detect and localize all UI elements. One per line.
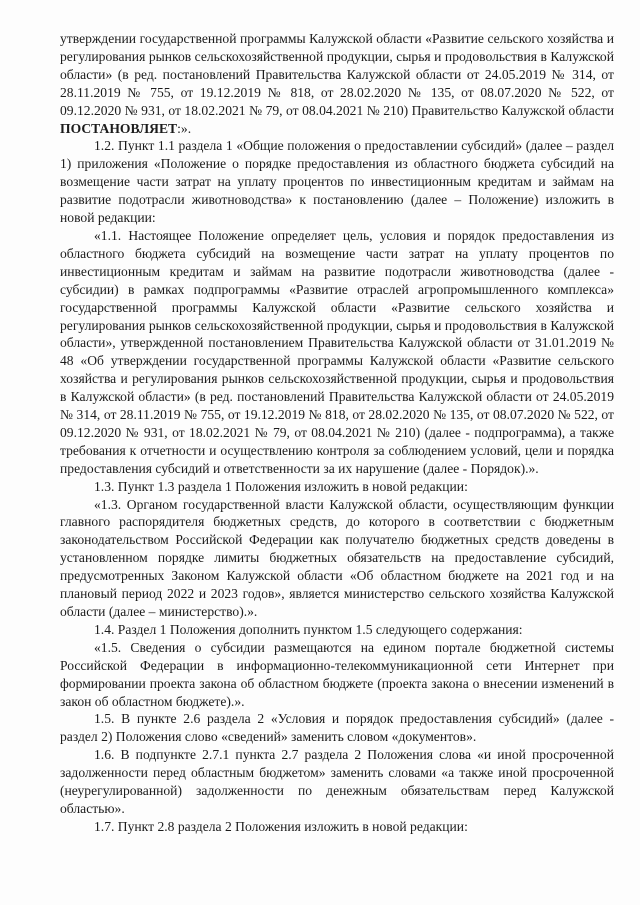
item-1-2: 1.2. Пункт 1.1 раздела 1 «Общие положения о предоставлении субсидий» (далее – раздел 1) приложения «Положение о порядке предоставления из областного бюджета субсидий на возмещение части затрат на уплату процентов по инвестиционным кредитам и займам на развитие подотрасли животноводства» к постановлению (далее – Положение) изложить в новой редакции: <box>60 138 614 226</box>
intro-paragraph <box>60 30 614 137</box>
item-1-6: 1.6. В подпункте 2.7.1 пункта 2.7 раздела 2 Положения слова «и иной просроченной задолженности перед областным бюджетом» заменить словами «а также иной просроченной (неурегулированной) задолженности по денежным обязательствам перед Калужской областью». <box>60 747 614 816</box>
new-clause-1-5: «1.5. Сведения о субсидии размещаются на едином портале бюджетной системы Российской Федерации в информационно-телекоммуникационной сети Интернет при формировании проекта закона об областном бюджете (проекта закона о внесении изменений в закон об областном бюджете).». <box>60 639 614 709</box>
item-1-3: 1.3. Пункт 1.3 раздела 1 Положения изложить в новой редакции: <box>94 478 468 494</box>
item-1-5: 1.5. В пункте 2.6 раздела 2 «Условия и порядок предоставления субсидий» (далее - раздел 2) Положения слово «сведений» заменить словом «документов». <box>60 711 614 745</box>
new-clause-1-3: «1.3. Органом государственной власти Калужской области, осуществляющим функции главного распорядителя бюджетных средств, до которого в соответствии с бюджетным законодательством Российской Федерации как получателю бюджетных средств доведены в установленном порядке лимиты бюджетных обязательств на предоставление субсидий, предусмотренных Законом Калужской области «Об областном бюджете на 2021 год и на плановый период 2022 и 2023 годов», является министерство сельского хозяйства Калужской области (далее – министерство).». <box>60 496 614 619</box>
resolution-keyword: ПОСТАНОВЛЯЕТ <box>60 120 178 136</box>
new-clause-1-1: «1.1. Настоящее Положение определяет цель, условия и порядок предоставления из областного бюджета субсидий на возмещение части затрат на уплату процентов по инвестиционным кредитам и займам на развитие подотрасли животноводства (далее - субсидии) в рамках подпрограммы «Развитие отраслей агропромышленного комплекса» государственной программы Калужской области «Развитие сельского хозяйства и регулирования рынков сельскохозяйственной продукции, сырья и продовольствия в Калужской области», утвержденной постановлением Правительства Калужской области от 31.01.2019 № 48 «Об утверждении государственной программы Калужской области «Развитие сельского хозяйства и регулирования рынков сельскохозяйственной продукции, сырья и продовольствия в Калужской области» (в ред. постановлений Правительства Калужской области от 24.05.2019 № 314, от 28.11.2019 № 755, от 19.12.2019 № 818, от 28.02.2020 № 135, от 08.07.2020 № 522, от 09.12.2020 № 931, от 18.02.2021 № 79, от 08.04.2021 № 210) (далее - подпрограмма), а также требования к отчетности и осуществлению контроля за соблюдением условий, цели и порядка предоставления субсидий и ответственности за их нарушение (далее - Порядок).». <box>60 227 614 476</box>
item-1-4: 1.4. Раздел 1 Положения дополнить пунктом 1.5 следующего содержания: <box>94 621 523 637</box>
intro-tail: :». <box>177 120 192 136</box>
item-1-7: 1.7. Пункт 2.8 раздела 2 Положения изложить в новой редакции: <box>94 818 468 834</box>
intro-text: утверждении государственной программы Калужской области «Развитие сельского хозяйства и регулирования рынков сельскохозяйственной продукции, сырья и продовольствия в Калужской области» (в ред. постановлений Правительства Калужской области от 24.05.2019 № 314, от 28.11.2019 № 755, от 19.12.2019 № 818, от 28.02.2020 № 135, от 08.07.2020 № 522, от 09.12.2020 № 931, от 18.02.2021 № 79, от 08.04.2021 № 210) Правительство Калужской области <box>60 31 614 118</box>
